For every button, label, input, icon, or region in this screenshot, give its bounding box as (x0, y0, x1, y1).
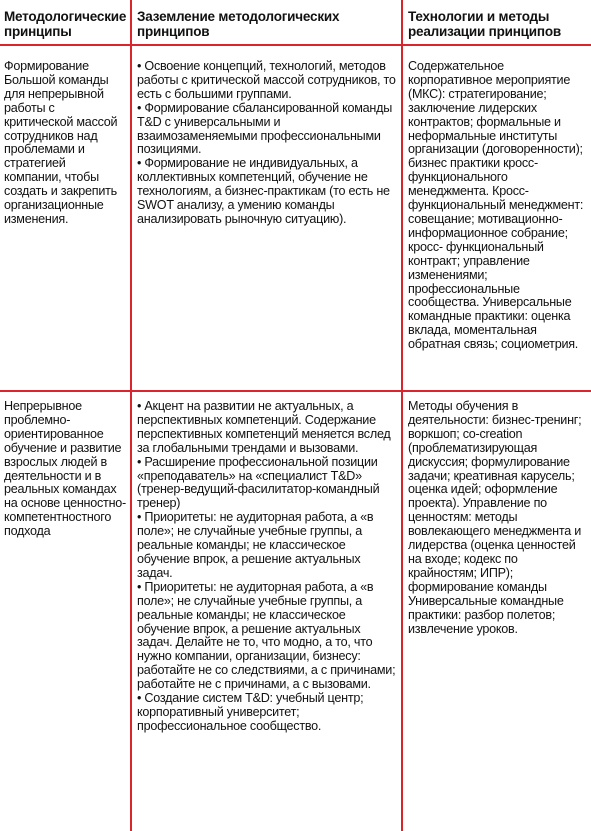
row1-grounding-item: • Формирование сбалансированной команды T&D с универсальными и взаимозаменяемыми профессиональными позициями. (137, 100, 393, 157)
row2-grounding-item: • Расширение профессиональной позиции «преподаватель» на «специалист T&D» (тренер-ведущий-фасилитатор-командный тренер) (137, 454, 380, 511)
row2-grounding-item: • Приоритеты: не аудиторная работа, а «в поле»; не случайные учебные группы, а реальные команды; не классическое обучение впрок, а решение актуальных задач. (137, 510, 374, 580)
header-grounding: Заземление методологических принципов (137, 9, 340, 39)
row2-grounding (137, 400, 399, 734)
row2-grounding-item: • Приоритеты: не аудиторная работа, а «в поле»; не случайные учебные группы, а реальные команды; не классическое обучение впрок, а решение актуальных задач. Делайте не то, что модно, а то, что нужно компании, организации, бизнесу: работайте не со следствиями, а с причинами; работайте не с причинами, а с вызовами. (137, 579, 396, 692)
row2-grounding-item: • Акцент на развитии не актуальных, а перспективных компетенций. Содержание перспективных компетенций меняется вслед за глобальными трендами и вызовами. (137, 400, 391, 455)
header-divider (0, 44, 591, 46)
row2-grounding-item: • Создание систем T&D: учебный центр; корпоративный университет; профессиональное сообщество. (137, 691, 364, 733)
header-principles: Методологические принципы (4, 9, 127, 39)
row2-principle: Непрерывное проблемно-ориентированное обучение и развитие взрослых людей в деятельности и в реальных командах на основе ценностно-компетентностного подхода (4, 400, 126, 539)
row1-methods: Содержательное корпоративное мероприятие (МКС): стратегирование; заключение лидерских контрактов; формальные и неформальные институты организации (договоренности); бизнес практики кросс-функционального менеджмента. Кросс-функциональный менеджмент: совещание; мотивационно-информационное собрание; кросс- функциональный контракт; управление изменениями; профессиональные сообщества. Универсальные командные практики: оценка вклада, моментальная обратная связь; социометрия. (408, 60, 584, 352)
row1-grounding-item: • Формирование не индивидуальных, а коллективных компетенций, обучение не технологиям, а бизнес-практикам (то есть не SWOT анализу, а умению команды анализировать рыночную ситуацию). (137, 156, 390, 226)
column-divider-2 (401, 0, 403, 831)
column-divider-1 (130, 0, 132, 831)
row2-methods: Методы обучения в деятельности: бизнес-тренинг; воркшоп; co-creation (проблематизирующая дискуссия; формулирование задачи; креативная карусель; оценка идей; оформление проекта). Управление по ценностям: методы вовлекающего менеджмента и лидерства (оценка ценностей на входе; кодекс по крайностям; ИПР); формирование команды Универсальные командные практики: разбор полетов; извлечение уроков. (408, 400, 582, 636)
row1-grounding (137, 60, 399, 227)
row1-principle: Формирование Большой команды для непрерывной работы с критической массой сотрудников над проблемами и стратегией компании, чтобы создать и закрепить организационные изменения. (4, 60, 118, 226)
header-methods: Технологии и методы реализации принципов (408, 9, 561, 39)
row-divider (0, 390, 591, 392)
row1-grounding-item: • Освоение концепций, технологий, методов работы с критической массой сотрудников, то есть с большими группами. (137, 60, 396, 101)
